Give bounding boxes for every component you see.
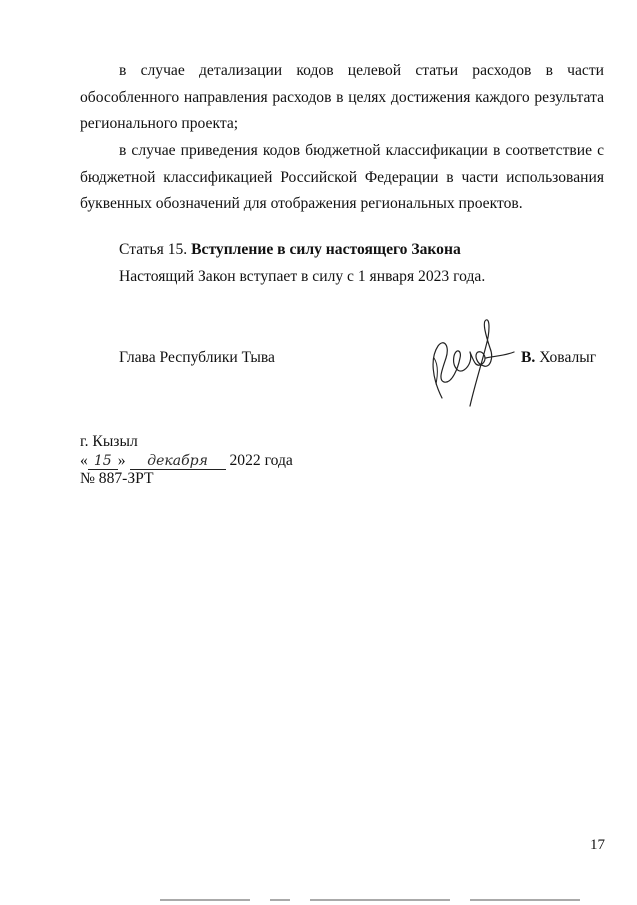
law-number: № 887-ЗРТ xyxy=(80,470,154,487)
signer-position: Глава Республики Тыва xyxy=(119,349,275,366)
date-year: 2022 года xyxy=(229,452,293,469)
signing-date xyxy=(80,451,293,471)
date-day-handwritten: 15 xyxy=(93,453,112,469)
paragraph-detailing-codes: в случае детализации кодов целевой статьи расходов в части обособленного направления расходов в целях достижения каждого результата регионального проекта; xyxy=(80,62,604,132)
page-number: 17 xyxy=(590,837,605,853)
article-heading xyxy=(119,240,461,260)
date-month-field xyxy=(130,451,226,470)
bottom-edge-artifact xyxy=(160,899,580,901)
date-day-field xyxy=(88,451,118,470)
signer-initial: В. xyxy=(521,349,536,366)
date-month-handwritten: декабря xyxy=(147,453,208,469)
handwritten-signature xyxy=(424,318,518,410)
article-number: Статья 15. xyxy=(119,241,188,258)
city-of-signing: г. Кызыл xyxy=(80,433,138,450)
article-body: Настоящий Закон вступает в силу с 1 января 2023 года. xyxy=(119,268,486,285)
signer-name xyxy=(521,348,596,368)
date-open-quote: « xyxy=(80,452,88,469)
date-close-quote: » xyxy=(117,452,126,469)
signer-surname: Ховалыг xyxy=(539,349,597,366)
article-title: Вступление в силу настоящего Закона xyxy=(191,241,461,258)
paragraph-classification-alignment: в случае приведения кодов бюджетной классификации в соответствие с бюджетной классификацией Российской Федерации в части использования буквенных обозначений для отображения региональных проектов. xyxy=(80,142,604,212)
